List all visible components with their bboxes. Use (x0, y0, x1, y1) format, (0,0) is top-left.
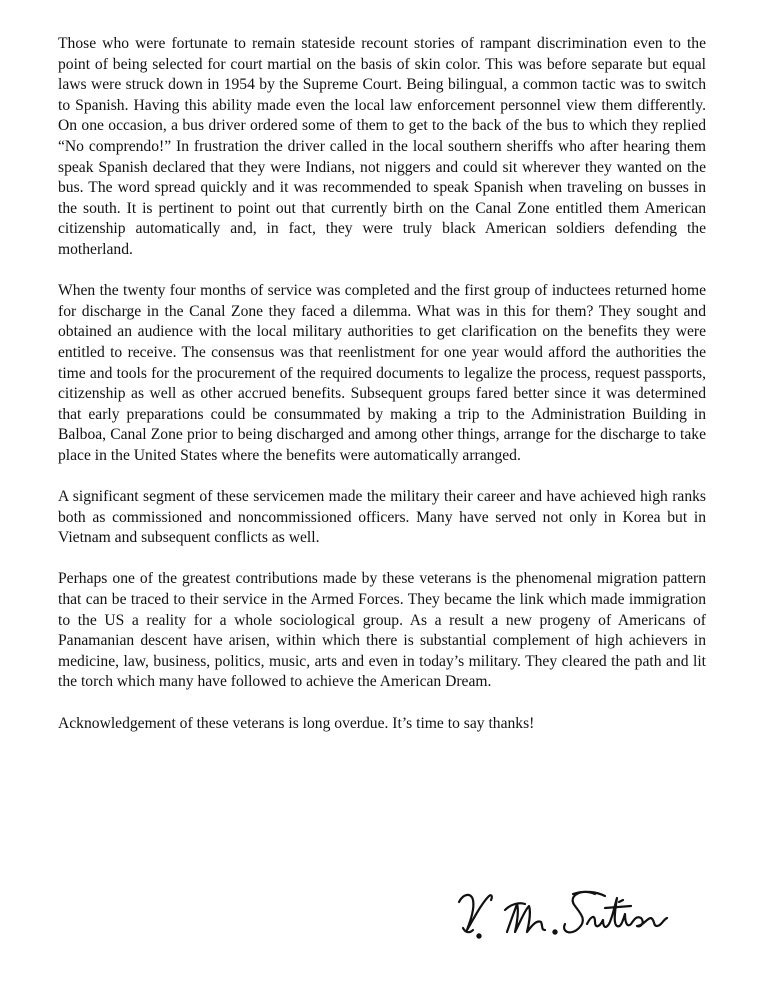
document-body (58, 34, 706, 755)
paragraph-migration-pattern: Perhaps one of the greatest contributions made by these veterans is the phenomenal migration pattern that can be traced to their service in the Armed Forces. They became the link which made immigration to the US a reality for a whole sociological group. As a result a new progeny of Americans of Panamanian descent have arisen, within which there is substantial complement of high achievers in medicine, law, business, politics, music, arts and even in today’s military. They cleared the path and lit the torch which many have followed to achieve the American Dream. (58, 570, 706, 691)
paragraph-acknowledgement: Acknowledgement of these veterans is long overdue. It’s time to say thanks! (58, 714, 535, 732)
paragraph-discharge-dilemma: When the twenty four months of service was completed and the first group of inductees returned home for discharge in the Canal Zone they faced a dilemma. What was in this for them? They sought and obtained an audience with the local military authorities to get clarification on the benefits they were entitled to receive. The consensus was that reenlistment for one year would afford the authorities the time and tools for the procurement of the required documents to legalize the process, request passports, citizenship as well as other accrued benefits. Subsequent groups fared better since it was determined that early preparations could be consummated by making a trip to the Administration Building in Balboa, Canal Zone prior to being discharged and among other things, arrange for the discharge to take place in the United States where the benefits were automatically arranged. (58, 282, 706, 464)
paragraph-military-careers: A significant segment of these servicemen made the military their career and have achieved high ranks both as commissioned and noncommissioned officers. Many have served not only in Korea but in Vietnam and subsequent conflicts as well. (58, 488, 706, 547)
paragraph-stateside-discrimination: Those who were fortunate to remain stateside recount stories of rampant discrimination even to the point of being selected for court martial on the basis of skin color. This was before separate but equal laws were struck down in 1954 by the Supreme Court. Being bilingual, a common tactic was to switch to Spanish. Having this ability made even the local law enforcement personnel view them differently. On one occasion, a bus driver ordered some of them to get to the back of the bus to which they replied “No comprendo!” In frustration the driver called in the local southern sheriffs who after hearing them speak Spanish declared that they were Indians, not niggers and could sit wherever they wanted on the bus. The word spread quickly and it was recommended to speak Spanish when traveling on busses in the south. It is pertinent to point out that currently birth on the Canal Zone entitled them American citizenship automatically and, in fact, they were truly black American soldiers defending the motherland. (58, 35, 706, 258)
handwritten-signature (455, 880, 695, 950)
